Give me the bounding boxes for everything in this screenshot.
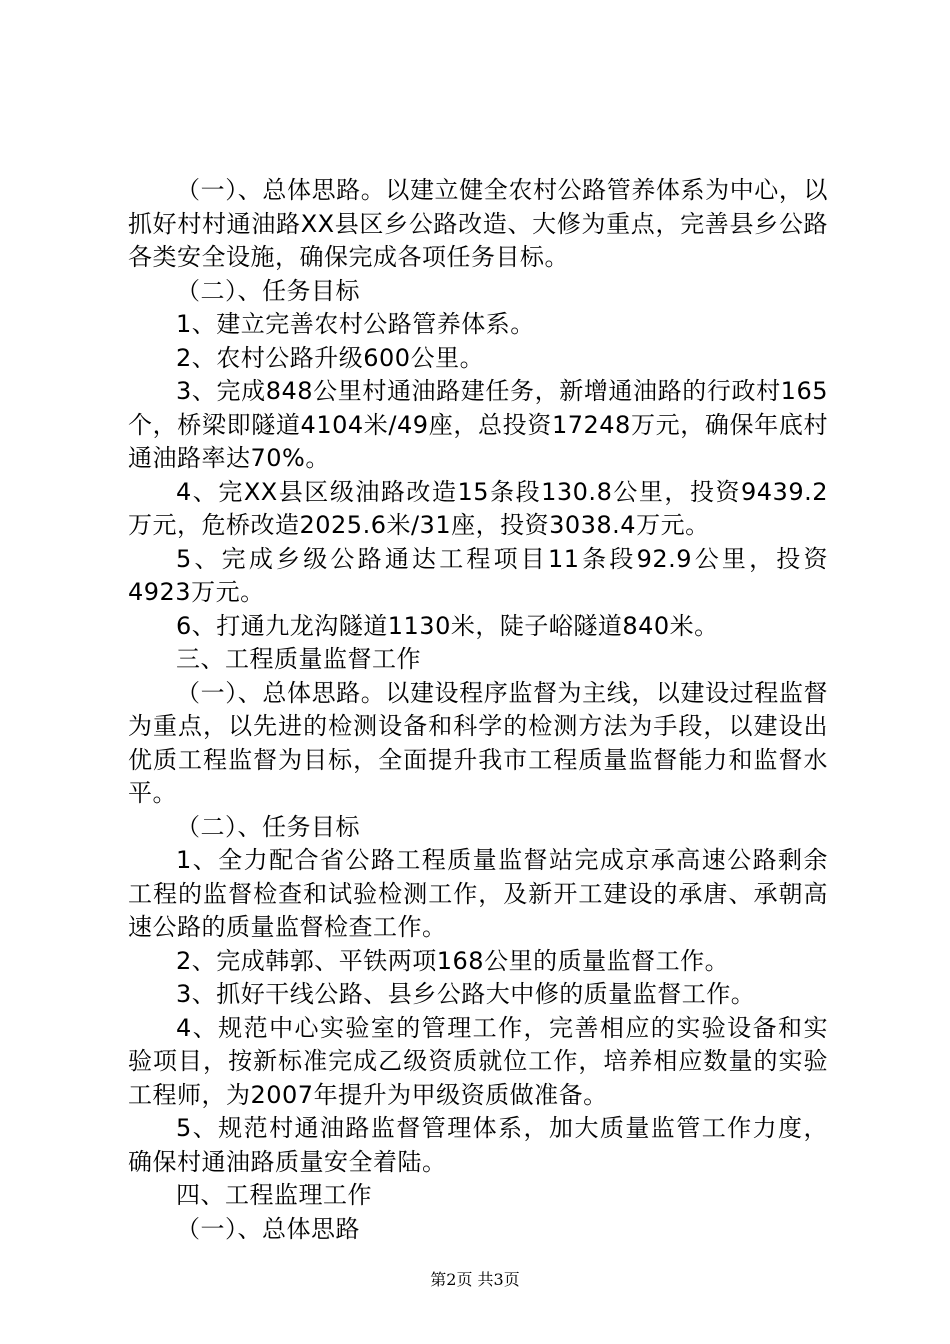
document-body (128, 174, 828, 1246)
list-item: 2、农村公路升级600公里。 (176, 343, 485, 372)
section-heading: 三、工程质量监督工作 (176, 645, 421, 673)
section-subheading: （二）、任务目标 (176, 812, 360, 841)
list-item: 1、全力配合省公路工程质量监督站完成京承高速公路剩余工程的监督检查和试验检测工作，及新开工建设的承唐、承朝高速公路的质量监督检查工作。 (128, 846, 828, 941)
list-item: 3、完成848公里村通油路建任务，新增通油路的行政村165个，桥梁即隧道4104米/49座，总投资17248万元，确保年底村通油路率达70%。 (128, 377, 828, 472)
paragraph: （一）、总体思路。以建设程序监督为主线，以建设过程监督为重点，以先进的检测设备和科学的检测方法为手段，以建设出优质工程监督为目标，全面提升我市工程质量监督能力和监督水平。 (128, 678, 828, 807)
paragraph: （一）、总体思路。以建立健全农村公路管养体系为中心，以抓好村村通油路XX县区乡公路改造、大修为重点，完善县乡公路各类安全设施，确保完成各项任务目标。 (128, 176, 828, 271)
list-item: 4、完XX县区级油路改造15条段130.8公里，投资9439.2万元，危桥改造2025.6米/31座，投资3038.4万元。 (128, 477, 828, 539)
page-footer: 第2页 共3页 (430, 1270, 520, 1289)
list-item: 1、建立完善农村公路管养体系。 (176, 310, 535, 338)
list-item: 2、完成韩郭、平铁两项168公里的质量监督工作。 (176, 946, 730, 975)
section-heading: 四、工程监理工作 (176, 1181, 372, 1209)
list-item: 5、规范村通油路监督管理体系，加大质量监管工作力度，确保村通油路质量安全着陆。 (128, 1114, 828, 1176)
section-subheading: （一）、总体思路 (176, 1214, 360, 1243)
list-item: 3、抓好干线公路、县乡公路大中修的质量监督工作。 (176, 980, 756, 1008)
list-item: 5、完成乡级公路通达工程项目11条段92.9公里，投资4923万元。 (128, 544, 828, 606)
section-subheading: （二）、任务目标 (176, 276, 360, 305)
list-item: 4、规范中心实验室的管理工作，完善相应的实验设备和实验项目，按新标准完成乙级资质就位工作，培养相应数量的实验工程师，为2007年提升为甲级资质做准备。 (128, 1013, 828, 1109)
list-item: 6、打通九龙沟隧道1130米，陡子峪隧道840米。 (176, 611, 719, 640)
